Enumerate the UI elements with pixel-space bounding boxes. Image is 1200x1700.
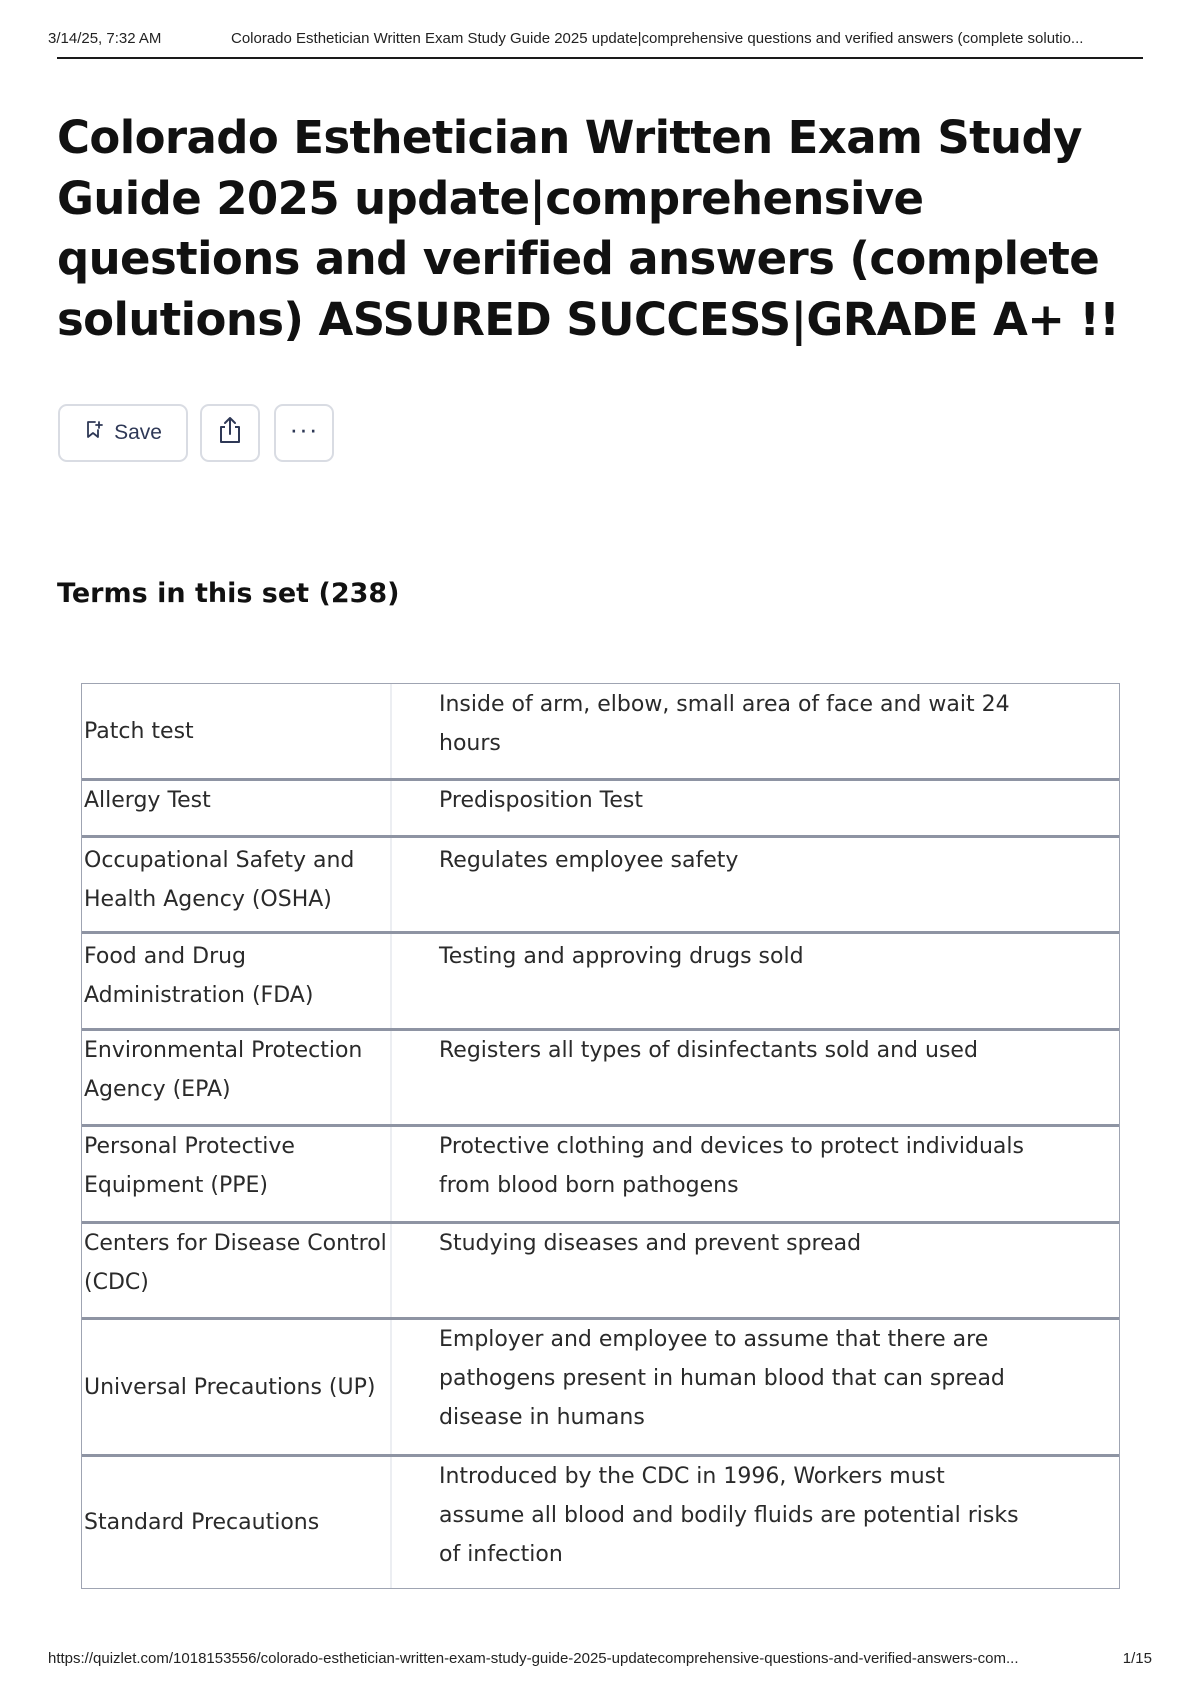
term-cell: Food and Drug Administration (FDA) [82,934,392,1028]
terms-table [81,683,1120,1589]
definition-cell: Introduced by the CDC in 1996, Workers must assume all blood and bodily fluids are potential risks of infection [439,1464,1019,1567]
term-cell: Standard Precautions [82,1457,392,1588]
definition-cell: Testing and approving drugs sold [439,944,804,969]
more-options-button[interactable] [274,404,334,462]
table-row [82,1317,1119,1454]
table-row [82,684,1119,778]
definition-cell: Inside of arm, elbow, small area of face and wait 24 hours [439,692,1010,756]
term-cell: Occupational Safety and Health Agency (OSHA) [82,838,392,931]
page-title: Colorado Esthetician Written Exam Study Guide 2025 update|comprehensive questions and verified answers (complete solutions) ASSURED SUCCESS|GRADE A+ !! [57,111,1120,346]
table-row [82,931,1119,1028]
table-row [82,1028,1119,1124]
save-button[interactable] [58,404,188,462]
print-date: 3/14/25, 7:32 AM [48,30,162,47]
header-divider [57,57,1143,59]
definition-cell: Studying diseases and prevent spread [439,1231,862,1256]
term-cell: Universal Precautions (UP) [82,1320,392,1454]
print-header [48,26,1152,58]
table-row [82,1454,1119,1588]
page-number: 1/15 [1122,1650,1152,1667]
term-cell: Centers for Disease Control (CDC) [82,1224,392,1317]
term-cell: Patch test [82,684,392,778]
share-button[interactable] [200,404,260,462]
share-icon [217,416,243,450]
table-row [82,1124,1119,1221]
save-button-label: Save [114,421,162,444]
table-row [82,778,1119,835]
definition-cell: Registers all types of disinfectants sold and used [439,1038,978,1063]
table-row [82,1221,1119,1317]
definition-cell: Protective clothing and devices to protect individuals from blood born pathogens [439,1134,1024,1198]
definition-cell: Employer and employee to assume that there are pathogens present in human blood that can spread disease in humans [439,1327,1005,1430]
terms-heading: Terms in this set (238) [57,578,400,609]
print-doc-title: Colorado Esthetician Written Exam Study Guide 2025 update|comprehensive questions and verified answers (complete solutio... [231,30,1084,47]
definition-cell: Predisposition Test [439,788,643,813]
more-horizontal-icon: ··· [289,414,319,444]
bookmark-add-icon [84,420,104,446]
term-cell: Allergy Test [82,781,392,835]
table-row [82,835,1119,931]
term-cell: Personal Protective Equipment (PPE) [82,1127,392,1221]
definition-cell: Regulates employee safety [439,848,739,873]
term-cell: Environmental Protection Agency (EPA) [82,1031,392,1124]
print-url: https://quizlet.com/1018153556/colorado-esthetician-written-exam-study-guide-2025-updatecomprehensive-questions-and-verified-answers-com... [48,1650,1019,1667]
